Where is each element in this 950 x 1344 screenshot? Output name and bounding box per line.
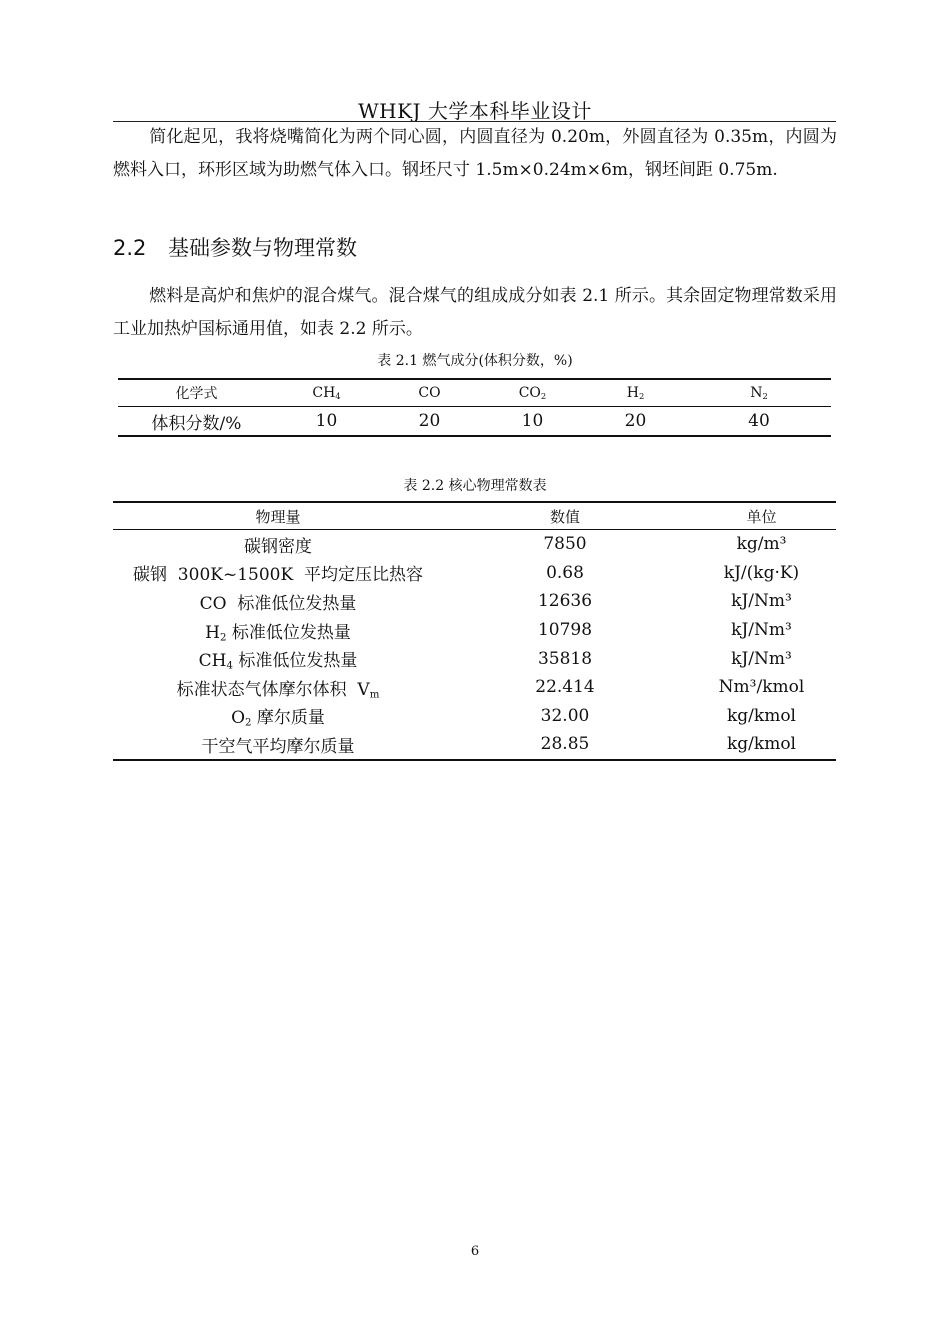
header-text: CH: [312, 385, 336, 401]
table-row: [113, 644, 836, 673]
table1-caption: 表 2.1 燃气成分(体积分数，%): [377, 353, 573, 369]
table-header-cell: 物理量: [113, 502, 443, 530]
table-header-cell: 数值: [443, 502, 687, 530]
fuel-paragraph-text: 燃料是高炉和焦炉的混合煤气。混合煤气的组成成分如表 2.1 所示。其余固定物理常数采用工业加热炉国标通用值，如表 2.2 所示。: [113, 286, 837, 339]
header-text: 化学式: [175, 386, 218, 402]
value-cell: 0.68: [546, 562, 584, 583]
table-header-cell: 单位: [687, 502, 836, 530]
table-header-row: [118, 379, 831, 407]
quantity-cell: [113, 587, 443, 616]
quantity-text: 碳钢密度: [244, 536, 312, 557]
table-row: [113, 730, 836, 760]
unit-cell: kg/m³: [736, 534, 787, 555]
unit-cell: kJ/Nm³: [731, 591, 792, 612]
gas-composition-table: [118, 378, 831, 437]
unit-cell: kJ/(kg·K): [723, 562, 800, 583]
value-cell: 22.414: [535, 677, 595, 698]
header-text: CO: [518, 385, 541, 401]
unit-cell: Nm³/kmol: [718, 677, 805, 698]
quantity-text: H: [205, 622, 220, 643]
unit-cell: kJ/Nm³: [731, 620, 792, 641]
intro-paragraph-text: 简化起见，我将烧嘴简化为两个同心圆，内圆直径为 0.20m，外圆直径为 0.35m，内圆为燃料入口，环形区域为助燃气体入口。钢坯尺寸 1.5m×0.24m×6m，钢坯间距 0.75m.: [113, 127, 837, 180]
value-cell: 7850: [543, 534, 587, 555]
table-cell: 10: [521, 411, 544, 431]
quantity-subscript: 4: [226, 660, 233, 672]
intro-paragraph: [113, 121, 837, 187]
quantity-subscript: 2: [219, 632, 227, 644]
quantity-text: CO 标准低位发热量: [199, 593, 357, 614]
quantity-text: CH: [198, 651, 227, 672]
table-row: [113, 673, 836, 702]
header-subscript: 2: [540, 391, 547, 402]
table-row: [113, 702, 836, 731]
table-header-cell: [378, 379, 481, 407]
table-cell: 20: [624, 411, 647, 431]
quantity-text: O: [231, 708, 246, 729]
header-text: N: [750, 385, 763, 401]
quantity-text: 碳钢 300K~1500K 平均定压比热容: [133, 565, 423, 586]
quantity-cell: [113, 644, 443, 673]
quantity-cell: [113, 616, 443, 645]
physical-constants-table: [113, 501, 836, 761]
quantity-cell: [113, 730, 443, 760]
table-header-cell: [687, 379, 831, 407]
table-header-row: [113, 502, 836, 530]
quantity-text-suffix: 标准低位发热量: [226, 622, 351, 643]
table-row: [113, 559, 836, 588]
header-subscript: 2: [762, 391, 768, 402]
table-header-cell: [275, 379, 378, 407]
quantity-text-suffix: 摩尔质量: [251, 708, 325, 729]
table-cell: 体积分数/%: [151, 413, 242, 434]
header-subscript: 4: [335, 391, 341, 402]
section-title: 基础参数与物理常数: [168, 236, 357, 260]
quantity-subscript: m: [369, 689, 380, 701]
quantity-cell: [113, 702, 443, 731]
table-cell: 40: [748, 411, 770, 431]
value-cell: 12636: [537, 591, 593, 612]
quantity-text-suffix: 标准低位发热量: [232, 651, 358, 672]
unit-cell: kJ/Nm³: [731, 648, 792, 669]
table-row: [113, 530, 836, 559]
quantity-cell: [113, 559, 443, 588]
page-header-title: WHKJ 大学本科毕业设计: [358, 99, 592, 123]
table-cell: 10: [315, 411, 338, 431]
table-row: [113, 587, 836, 616]
page-number: 6: [470, 1244, 480, 1259]
table-row: [118, 407, 831, 437]
table-header-cell: [481, 379, 584, 407]
quantity-subscript: 2: [245, 717, 252, 729]
unit-cell: kg/kmol: [726, 734, 796, 755]
value-cell: 35818: [537, 648, 593, 669]
table-header-cell: [118, 379, 275, 407]
fuel-paragraph: [113, 280, 837, 346]
quantity-text: 干空气平均摩尔质量: [201, 736, 355, 757]
table2-caption: 表 2.2 核心物理常数表: [403, 478, 547, 494]
header-text: CO: [418, 385, 441, 401]
table-header-cell: [584, 379, 687, 407]
table-cell: 20: [418, 411, 441, 431]
value-cell: 10798: [537, 620, 593, 641]
quantity-cell: [113, 673, 443, 702]
section-heading: [113, 232, 357, 262]
table-row: [113, 616, 836, 645]
quantity-cell: [113, 530, 443, 559]
value-cell: 32.00: [540, 705, 590, 726]
quantity-text: 标准状态气体摩尔体积 V: [176, 679, 370, 700]
header-subscript: 2: [638, 391, 645, 402]
header-text: H: [626, 385, 639, 401]
unit-cell: kg/kmol: [726, 705, 796, 726]
section-number: 2.2: [113, 236, 147, 260]
value-cell: 28.85: [540, 734, 590, 755]
